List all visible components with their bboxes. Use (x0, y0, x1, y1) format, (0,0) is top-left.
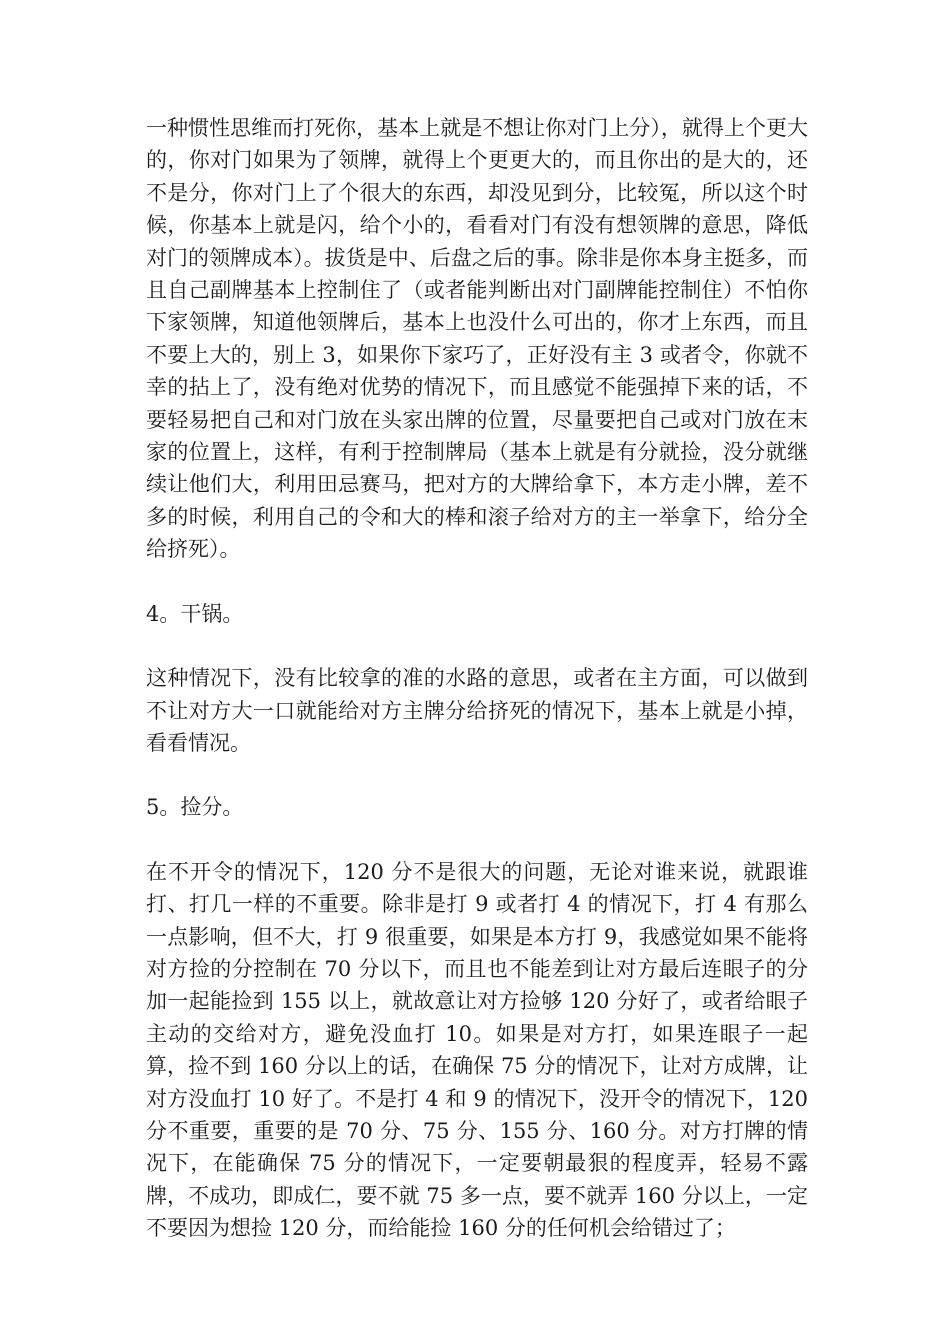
paragraph-ganguo: 这种情况下，没有比较拿的准的水路的意思，或者在主方面，可以做到不让对方大一口就能给对方主牌分给挤死的情况下，基本上就是小掉，看看情况。 (146, 666, 808, 755)
document-body (146, 112, 808, 1277)
section-heading-ganguo: 4。干锅。 (146, 601, 244, 626)
section-heading-jianfen: 5。捡分。 (146, 795, 244, 820)
paragraph-strategy-continuation: 一种惯性思维而打死你，基本上就是不想让你对门上分），就得上个更大的，你对门如果为了领牌，就得上个更更大的，而且你出的是大的，还不是分，你对门上了个很大的东西，却没见到分，比较冤，所以这个时候，你基本上就是闪，给个小的，看看对门有没有想领牌的意思，降低对门的领牌成本）。拔货是中、后盘之后的事。除非是你本身主挺多，而且自己副牌基本上控制住了（或者能判断出对门副牌能控制住）不怕你下家领牌，知道他领牌后，基本上也没什么可出的，你才上东西，而且不要上大的，别上 3，如果你下家巧了，正好没有主 3 或者令，你就不幸的拈上了，没有绝对优势的情况下，而且感觉不能强掉下来的话，不要轻易把自己和对门放在头家出牌的位置，尽量要把自己或对门放在末家的位置上，这样，有利于控制牌局（基本上就是有分就捡，没分就继续让他们大，利用田忌赛马，把对方的大牌给拿下，本方走小牌，差不多的时候，利用自己的令和大的棒和滚子给对方的主一举拿下，给分全给挤死）。 (146, 116, 808, 562)
paragraph-jianfen: 在不开令的情况下，120 分不是很大的问题，无论对谁来说，就跟谁打、打几一样的不重要。除非是打 9 或者打 4 的情况下，打 4 有那么一点影响，但不大，打 9 很重要，如果是本方打 9，我感觉如果不能将对方捡的分控制在 70 分以下，而且也不能差到让对方最后连眼子的分加一起能捡到 155 以上，就故意让对方捡够 120 分好了，或者给眼子主动的交给对方，避免没血打 10。如果是对方打，如果连眼子一起算，捡不到 160 分以上的话，在确保 75 分的情况下，让对方成牌，让对方没血打 10 好了。不是打 4 和 9 的情况下，没开令的情况下，120 分不重要，重要的是 70 分、75 分、155 分、160 分。对方打牌的情况下，在能确保 75 分的情况下，一定要朝最狠的程度弄，轻易不露牌，不成功，即成仁，要不就 75 多一点，要不就弄 160 分以上，一定不要因为想捡 120 分，而给能捡 160 分的任何机会给错过了； (146, 859, 808, 1241)
